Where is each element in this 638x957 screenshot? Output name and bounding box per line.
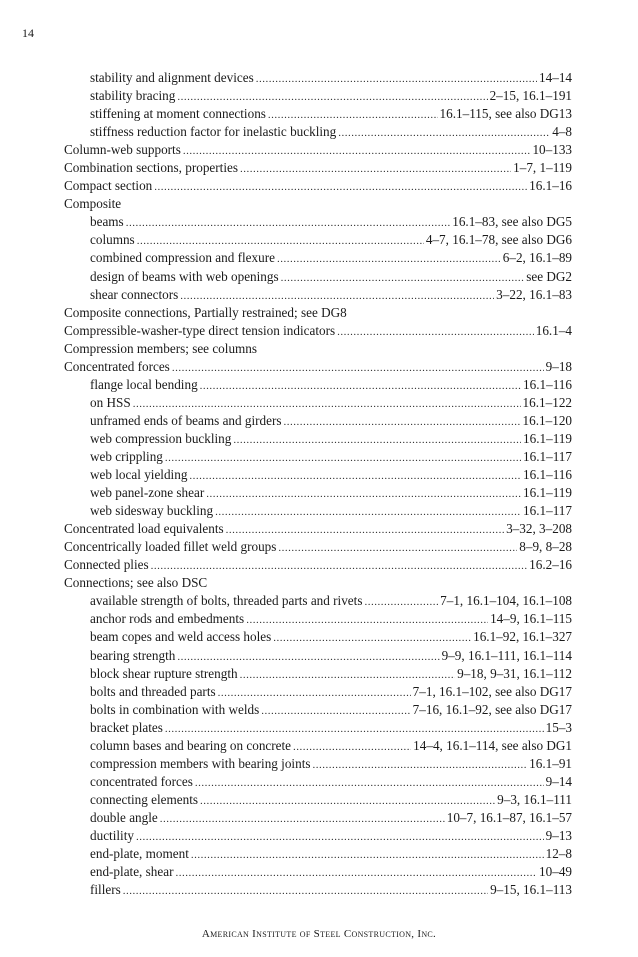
index-subentry bbox=[64, 484, 572, 502]
index-page-reference: 3–32, 3–208 bbox=[506, 521, 572, 537]
index-term: fillers bbox=[90, 882, 121, 898]
dot-leader bbox=[218, 684, 411, 702]
index-page-reference: 12–8 bbox=[545, 846, 572, 862]
index-entry bbox=[64, 574, 572, 592]
index-entry bbox=[64, 304, 572, 322]
index-entry bbox=[64, 177, 572, 195]
index-page-reference: 16.1–122 bbox=[522, 394, 572, 410]
dot-leader bbox=[200, 792, 495, 810]
index-page-reference: 7–1, 16.1–104, 16.1–108 bbox=[440, 593, 572, 609]
index-entry bbox=[64, 520, 572, 538]
index-page-reference: 16.2–16 bbox=[529, 557, 572, 573]
dot-leader bbox=[160, 810, 445, 828]
index-term: web crippling bbox=[90, 448, 163, 464]
dot-leader bbox=[136, 828, 544, 846]
index-subentry bbox=[64, 683, 572, 701]
index-entry bbox=[64, 538, 572, 556]
index-term: end-plate, moment bbox=[90, 846, 189, 862]
index-page-reference: 16.1–116 bbox=[523, 376, 572, 392]
dot-leader bbox=[200, 377, 521, 395]
index-term: web local yielding bbox=[90, 467, 188, 483]
dot-leader bbox=[165, 720, 544, 738]
index-page-reference: 15–3 bbox=[545, 719, 572, 735]
index-subentry bbox=[64, 647, 572, 665]
index-subentry bbox=[64, 701, 572, 719]
index-page-reference: 1–7, 1–119 bbox=[513, 160, 572, 176]
index-page-reference: 14–9, 16.1–115 bbox=[490, 611, 572, 627]
index-term: Compact section bbox=[64, 178, 153, 194]
index-subentry bbox=[64, 827, 572, 845]
index-subentry bbox=[64, 69, 572, 87]
index-page-reference: 4–8 bbox=[552, 124, 572, 140]
dot-leader bbox=[206, 485, 521, 503]
index-page-reference: 14–4, 16.1–114, see also DG1 bbox=[413, 737, 572, 753]
dot-leader bbox=[151, 557, 528, 575]
dot-leader bbox=[268, 106, 438, 124]
index-subentry bbox=[64, 376, 572, 394]
index-term: Concentrated load equivalents bbox=[64, 521, 224, 537]
index-term: Concentrated forces bbox=[64, 358, 170, 374]
dot-leader bbox=[180, 287, 494, 305]
index-subentry bbox=[64, 87, 572, 105]
index-subentry bbox=[64, 249, 572, 267]
index-page-reference: 16.1–92, 16.1–327 bbox=[473, 629, 572, 645]
index-subentry bbox=[64, 881, 572, 899]
index-subentry bbox=[64, 286, 572, 304]
index-term: Composite connections, Partially restrained; see DG8 bbox=[64, 304, 347, 320]
index-page-reference: 16.1–119 bbox=[523, 485, 572, 501]
index-page-reference: 16.1–116 bbox=[523, 467, 572, 483]
index-term: ductility bbox=[90, 827, 134, 843]
index-term: stability and alignment devices bbox=[90, 70, 254, 85]
index-term: compression members with bearing joints bbox=[90, 755, 311, 771]
index-page-reference: 2–15, 16.1–191 bbox=[489, 88, 572, 104]
index-subentry bbox=[64, 231, 572, 249]
dot-leader bbox=[246, 611, 488, 629]
index-page-reference: 9–9, 16.1–111, 16.1–114 bbox=[441, 647, 572, 663]
dot-leader bbox=[165, 449, 521, 467]
dot-leader bbox=[191, 846, 544, 864]
dot-leader bbox=[240, 160, 511, 178]
index-term: Column-web supports bbox=[64, 142, 181, 158]
index-page-reference: 16.1–117 bbox=[523, 503, 572, 519]
index-term: bracket plates bbox=[90, 719, 163, 735]
dot-leader bbox=[133, 395, 521, 413]
dot-leader bbox=[338, 124, 550, 142]
index-list bbox=[64, 69, 572, 899]
index-subentry bbox=[64, 755, 572, 773]
index-term: Concentrically loaded fillet weld groups bbox=[64, 539, 277, 555]
index-term: bolts and threaded parts bbox=[90, 683, 216, 699]
index-term: available strength of bolts, threaded parts and rivets bbox=[90, 593, 363, 609]
index-subentry bbox=[64, 665, 572, 683]
index-term: beams bbox=[90, 214, 124, 230]
index-subentry bbox=[64, 394, 572, 412]
index-term: Compressible-washer-type direct tension indicators bbox=[64, 322, 336, 338]
index-term: Combination sections, properties bbox=[64, 160, 238, 176]
dot-leader bbox=[215, 503, 521, 521]
index-term: end-plate, shear bbox=[90, 864, 174, 880]
index-entry bbox=[64, 159, 572, 177]
index-page-reference: 6–2, 16.1–89 bbox=[502, 250, 572, 266]
index-subentry bbox=[64, 737, 572, 755]
index-subentry bbox=[64, 773, 572, 791]
index-term: concentrated forces bbox=[90, 773, 193, 789]
index-term: columns bbox=[90, 232, 135, 248]
index-term: Composite bbox=[64, 196, 122, 212]
dot-leader bbox=[261, 702, 410, 720]
dot-leader bbox=[189, 467, 521, 485]
index-page-reference: 9–15, 16.1–113 bbox=[490, 882, 572, 898]
index-term: Compression members; see columns bbox=[64, 340, 258, 356]
index-entry bbox=[64, 141, 572, 159]
page-footer bbox=[0, 928, 638, 940]
dot-leader bbox=[226, 521, 504, 539]
index-term: web sidesway buckling bbox=[90, 503, 214, 519]
index-page-reference: 16.1–83, see also DG5 bbox=[452, 214, 572, 230]
index-subentry bbox=[64, 412, 572, 430]
index-page-reference: 9–18 bbox=[545, 358, 572, 374]
dot-leader bbox=[284, 413, 521, 431]
index-page-reference: 9–3, 16.1–111 bbox=[497, 791, 572, 807]
index-page-reference: 10–7, 16.1–87, 16.1–57 bbox=[446, 809, 572, 825]
index-entry bbox=[64, 195, 572, 213]
index-page-reference: 9–18, 9–31, 16.1–112 bbox=[457, 665, 572, 681]
index-term: stability bracing bbox=[90, 88, 176, 104]
index-page-reference: 16.1–91 bbox=[529, 755, 572, 771]
index-page-reference: 10–49 bbox=[539, 864, 572, 880]
dot-leader bbox=[293, 738, 411, 756]
index-subentry bbox=[64, 123, 572, 141]
index-page-reference: see DG2 bbox=[526, 268, 572, 284]
index-page-reference: 16.1–4 bbox=[535, 322, 572, 338]
dot-leader bbox=[313, 756, 528, 774]
index-subentry bbox=[64, 466, 572, 484]
index-term: unframed ends of beams and girders bbox=[90, 412, 282, 428]
dot-leader bbox=[256, 70, 537, 88]
dot-leader bbox=[273, 629, 471, 647]
dot-leader bbox=[123, 882, 488, 900]
index-subentry bbox=[64, 213, 572, 231]
index-subentry bbox=[64, 863, 572, 881]
index-term: connecting elements bbox=[90, 791, 199, 807]
dot-leader bbox=[240, 666, 456, 684]
dot-leader bbox=[126, 214, 451, 232]
index-term: double angle bbox=[90, 809, 158, 825]
index-page-reference: 16.1–16 bbox=[529, 178, 572, 194]
index-term: combined compression and flexure bbox=[90, 250, 275, 266]
index-page-reference: 3–22, 16.1–83 bbox=[496, 286, 572, 302]
index-page-reference: 7–16, 16.1–92, see also DG17 bbox=[412, 701, 572, 717]
dot-leader bbox=[364, 593, 438, 611]
index-page-reference: 10–133 bbox=[532, 142, 572, 158]
index-page-reference: 14–14 bbox=[539, 70, 572, 85]
footer-publisher: American Institute of Steel Construction, Inc. bbox=[201, 928, 437, 940]
dot-leader bbox=[183, 142, 531, 160]
index-page-reference: 16.1–115, see also DG13 bbox=[439, 106, 572, 122]
index-subentry bbox=[64, 610, 572, 628]
dot-leader bbox=[175, 864, 537, 882]
index-page-reference: 9–14 bbox=[545, 773, 572, 789]
index-term: bolts in combination with welds bbox=[90, 701, 260, 717]
index-term: web panel-zone shear bbox=[90, 485, 205, 501]
index-term: Connected plies bbox=[64, 557, 149, 573]
index-term: web compression buckling bbox=[90, 430, 232, 446]
index-page-reference: 16.1–117 bbox=[523, 448, 572, 464]
index-page-reference: 8–9, 8–28 bbox=[519, 539, 572, 555]
index-page-reference: 9–13 bbox=[545, 827, 572, 843]
dot-leader bbox=[137, 232, 424, 250]
dot-leader bbox=[177, 648, 439, 666]
index-term: stiffening at moment connections bbox=[90, 106, 266, 122]
dot-leader bbox=[172, 359, 544, 377]
index-subentry bbox=[64, 592, 572, 610]
index-subentry bbox=[64, 628, 572, 646]
index-page-reference: 16.1–120 bbox=[522, 412, 572, 428]
index-term: design of beams with web openings bbox=[90, 268, 279, 284]
index-term: flange local bending bbox=[90, 376, 198, 392]
dot-leader bbox=[337, 323, 534, 341]
index-page-reference: 7–1, 16.1–102, see also DG17 bbox=[412, 683, 572, 699]
index-entry bbox=[64, 340, 572, 358]
index-entry bbox=[64, 556, 572, 574]
dot-leader bbox=[277, 250, 501, 268]
index-page-reference: 16.1–119 bbox=[523, 430, 572, 446]
index-term: Connections; see also DSC bbox=[64, 575, 208, 591]
index-term: on HSS bbox=[90, 394, 131, 410]
index-term: anchor rods and embedments bbox=[90, 611, 245, 627]
index-subentry bbox=[64, 845, 572, 863]
index-subentry bbox=[64, 719, 572, 737]
index-entry bbox=[64, 322, 572, 340]
index-term: shear connectors bbox=[90, 286, 179, 302]
index-subentry bbox=[64, 430, 572, 448]
index-subentry bbox=[64, 502, 572, 520]
dot-leader bbox=[177, 88, 487, 106]
index-subentry bbox=[64, 268, 572, 286]
index-subentry bbox=[64, 105, 572, 123]
index-term: bearing strength bbox=[90, 647, 176, 663]
index-subentry bbox=[64, 791, 572, 809]
index-subentry bbox=[64, 809, 572, 827]
dot-leader bbox=[195, 774, 544, 792]
dot-leader bbox=[154, 178, 527, 196]
index-page-reference: 4–7, 16.1–78, see also DG6 bbox=[425, 232, 572, 248]
index-term: stiffness reduction factor for inelastic buckling bbox=[90, 124, 337, 140]
index-term: beam copes and weld access holes bbox=[90, 629, 272, 645]
page-number: 14 bbox=[22, 26, 34, 40]
index-term: column bases and bearing on concrete bbox=[90, 737, 292, 753]
index-entry bbox=[64, 358, 572, 376]
dot-leader bbox=[278, 539, 517, 557]
dot-leader bbox=[233, 431, 521, 449]
index-subentry bbox=[64, 448, 572, 466]
index-term: block shear rupture strength bbox=[90, 665, 238, 681]
dot-leader bbox=[281, 269, 525, 287]
